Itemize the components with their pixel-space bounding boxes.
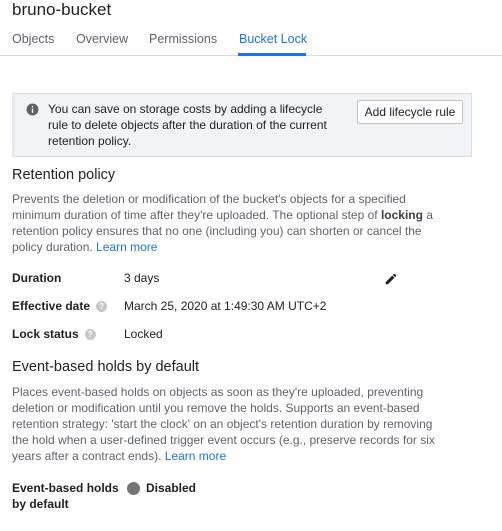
tab-objects[interactable]: Objects — [12, 32, 55, 46]
bucket-title: bruno-bucket — [12, 0, 112, 19]
add-lifecycle-rule-button[interactable]: Add lifecycle rule — [357, 100, 463, 124]
event-holds-learn-more-link[interactable]: Learn more — [164, 449, 227, 463]
effective-date-row — [12, 299, 107, 313]
banner-message: You can save on storage costs by adding a lifecycle rule to delete objects after the duration of the current retention policy. — [48, 102, 327, 148]
lock-status-row — [12, 327, 96, 341]
duration-label: Duration — [12, 271, 62, 285]
effective-date-label: Effective date — [12, 299, 91, 313]
tab-overview[interactable]: Overview — [76, 32, 129, 46]
effective-date-value: March 25, 2020 at 1:49:30 AM UTC+2 — [124, 299, 327, 313]
help-icon[interactable]: ? — [96, 301, 107, 312]
pencil-icon[interactable] — [384, 272, 398, 286]
tab-bar — [0, 28, 502, 56]
event-holds-description: Places event-based holds on objects as soon as they're uploaded, preventing deletion or modification until you remove the holds. Supports an event-based retention strategy: 'start the clock' on an object's retention duration by removing the hold when a user-defined trigger event occurs (e.g., preserve records for six years after a contract ends). Learn more — [12, 385, 435, 463]
lock-status-value: Locked — [124, 327, 163, 341]
tab-bucket-lock[interactable]: Bucket Lock — [239, 32, 308, 46]
event-holds-status: Disabled — [146, 481, 197, 495]
help-icon[interactable]: ? — [85, 329, 96, 340]
active-tab-indicator — [238, 53, 306, 56]
event-holds-heading: Event-based holds by default — [12, 359, 200, 375]
lock-status-label: Lock status — [12, 327, 79, 341]
retention-policy-heading: Retention policy — [12, 167, 116, 183]
lifecycle-info-banner — [12, 93, 472, 157]
duration-value: 3 days — [124, 271, 160, 285]
retention-policy-description: Prevents the deletion or modification of the bucket's objects for a specified minimum duration of time after they're uploaded. The optional step of locking a retention policy ensures that no one (including you) can shorten or cancel the policy duration. Learn more — [12, 192, 433, 254]
event-holds-label: Event-based holds by default — [12, 481, 119, 511]
info-icon — [26, 103, 39, 116]
disabled-status-icon — [127, 482, 140, 495]
tab-permissions[interactable]: Permissions — [149, 32, 218, 46]
retention-learn-more-link[interactable]: Learn more — [96, 240, 158, 254]
